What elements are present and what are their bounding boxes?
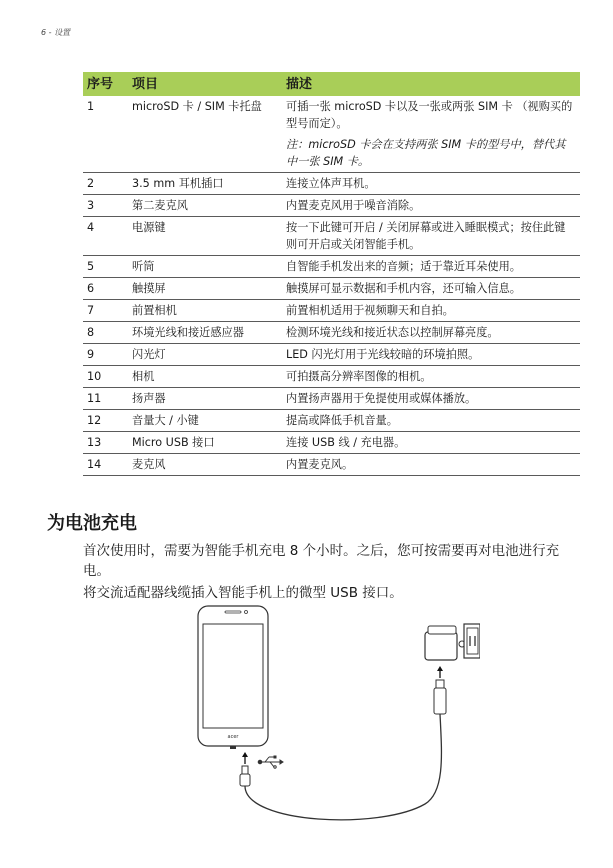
cell-desc: [282, 173, 580, 195]
cell-num: [83, 96, 128, 173]
cell-item: [128, 173, 282, 195]
running-head: 6 - 设置: [41, 28, 71, 37]
table-row: [83, 278, 580, 300]
table-row: [83, 432, 580, 454]
cell-item: [128, 217, 282, 256]
cell-num-text: 11: [87, 392, 102, 405]
table-row: [83, 256, 580, 278]
cell-num-text: 6: [87, 282, 95, 295]
cell-desc-text: 内置扬声器用于免提使用或媒体播放。: [286, 392, 477, 405]
arrow-up-icon: [242, 752, 248, 764]
cell-desc-text: LED 闪光灯用于光线较暗的环境拍照。: [286, 348, 480, 361]
cell-item-text: Micro USB 接口: [132, 436, 215, 449]
cell-desc-text: 检测环境光线和接近状态以控制屏幕亮度。: [286, 326, 499, 339]
cell-desc: [282, 432, 580, 454]
table-row: [83, 96, 580, 173]
header-item: 项目: [128, 72, 282, 96]
cell-num: [83, 322, 128, 344]
cell-desc-text: 内置麦克风。: [286, 458, 354, 471]
cell-item-text: microSD 卡 / SIM 卡托盘: [132, 100, 262, 113]
cell-num: [83, 256, 128, 278]
cell-desc-text: 按一下此键可开启 / 关闭屏幕或进入睡眠模式；按住此键则可开启或关闭智能手机。: [286, 221, 566, 251]
cell-num-text: 10: [87, 370, 102, 383]
cell-item-text: 前置相机: [132, 304, 177, 317]
wall-socket: [464, 624, 480, 658]
charging-illustration: [180, 604, 480, 834]
cell-num: [83, 195, 128, 217]
cell-desc: [282, 344, 580, 366]
cell-num: [83, 432, 128, 454]
cell-num-text: 1: [87, 100, 95, 113]
table-row: [83, 217, 580, 256]
cell-item-text: 环境光线和接近感应器: [132, 326, 244, 339]
table-row: [83, 366, 580, 388]
cell-num-text: 8: [87, 326, 95, 339]
cell-desc: [282, 322, 580, 344]
cell-num-text: 7: [87, 304, 95, 317]
cell-desc: [282, 195, 580, 217]
arrow-up-icon: [437, 666, 443, 678]
cell-desc-text: 前置相机适用于视频聊天和自拍。: [286, 304, 454, 317]
cell-desc: [282, 410, 580, 432]
cell-desc-text: 连接立体声耳机。: [286, 177, 376, 190]
cell-desc: [282, 278, 580, 300]
cell-num-text: 9: [87, 348, 95, 361]
table-row: [83, 300, 580, 322]
cell-item: [128, 300, 282, 322]
cell-num: [83, 217, 128, 256]
table-row: [83, 173, 580, 195]
cell-num-text: 2: [87, 177, 95, 190]
body-paragraph-1: 首次使用时，需要为智能手机充电 8 个小时。之后，您可按需要再对电池进行充电。: [83, 543, 560, 579]
cell-num: [83, 410, 128, 432]
cell-item: [128, 256, 282, 278]
table-row: [83, 195, 580, 217]
usb-icon: [258, 756, 283, 768]
table-row: [83, 410, 580, 432]
cell-num: [83, 173, 128, 195]
table-row: [83, 322, 580, 344]
cell-item-text: 第二麦克风: [132, 199, 188, 212]
cell-desc: [282, 366, 580, 388]
cell-item-text: 3.5 mm 耳机插口: [132, 177, 224, 190]
cell-note: 注：microSD 卡会在支持两张 SIM 卡的型号中，替代其中一张 SIM 卡。: [286, 138, 566, 168]
cell-item: [128, 366, 282, 388]
cell-item-text: 电源键: [132, 221, 166, 234]
cell-item-text: 听筒: [132, 260, 155, 273]
cell-item-text: 音量大 / 小键: [132, 414, 199, 427]
phone-logo: acer: [227, 734, 239, 740]
ac-adapter: [425, 626, 465, 660]
cell-desc-text: 自智能手机发出来的音频；适于靠近耳朵使用。: [286, 260, 521, 273]
cell-desc: [282, 256, 580, 278]
cell-item-text: 触摸屏: [132, 282, 166, 295]
spec-table: [83, 72, 580, 476]
cell-desc-text: 内置麦克风用于噪音消除。: [286, 199, 421, 212]
table-row: [83, 388, 580, 410]
cell-item: [128, 454, 282, 476]
table-body: [83, 96, 580, 476]
cell-desc-text: 连接 USB 线 / 充电器。: [286, 436, 406, 449]
cell-num-text: 12: [87, 414, 102, 427]
cell-item: [128, 410, 282, 432]
cell-item: [128, 278, 282, 300]
cell-item-text: 扬声器: [132, 392, 166, 405]
cell-item: [128, 195, 282, 217]
section-title: 为电池充电: [47, 513, 137, 534]
table-row: [83, 344, 580, 366]
cell-desc-text: 提高或降低手机音量。: [286, 414, 398, 427]
cell-desc-text: 可插一张 microSD 卡以及一张或两张 SIM 卡 （视购买的型号而定）。: [286, 100, 573, 130]
cell-num-text: 13: [87, 436, 102, 449]
body-paragraph-2: 将交流适配器线缆插入智能手机上的微型 USB 接口。: [83, 585, 403, 601]
cell-desc: [282, 96, 580, 173]
cell-desc: [282, 454, 580, 476]
cell-item: [128, 322, 282, 344]
cell-num-text: 4: [87, 221, 95, 234]
header-num: 序号: [83, 72, 128, 96]
cell-desc: [282, 388, 580, 410]
cell-num: [83, 278, 128, 300]
cell-num: [83, 454, 128, 476]
phone-illustration: [198, 606, 268, 749]
cell-item: [128, 388, 282, 410]
cell-desc: [282, 300, 580, 322]
cell-num: [83, 344, 128, 366]
table-header-row: [83, 72, 580, 96]
cell-num: [83, 366, 128, 388]
cell-item: [128, 432, 282, 454]
usb-cable: [245, 714, 441, 820]
cell-item: [128, 96, 282, 173]
header-desc: 描述: [282, 72, 580, 96]
cell-num-text: 3: [87, 199, 95, 212]
cell-item: [128, 344, 282, 366]
micro-usb-plug: [240, 766, 250, 786]
usb-a-plug: [434, 680, 446, 714]
cell-item-text: 麦克风: [132, 458, 166, 471]
cell-num-text: 5: [87, 260, 95, 273]
cell-item-text: 相机: [132, 370, 155, 383]
cell-num: [83, 388, 128, 410]
cell-item-text: 闪光灯: [132, 348, 166, 361]
cell-desc-text: 触摸屏可显示数据和手机内容，还可输入信息。: [286, 282, 521, 295]
cell-desc-text: 可拍摄高分辨率图像的相机。: [286, 370, 432, 383]
table-row: [83, 454, 580, 476]
cell-num: [83, 300, 128, 322]
cell-desc: [282, 217, 580, 256]
cell-num-text: 14: [87, 458, 102, 471]
